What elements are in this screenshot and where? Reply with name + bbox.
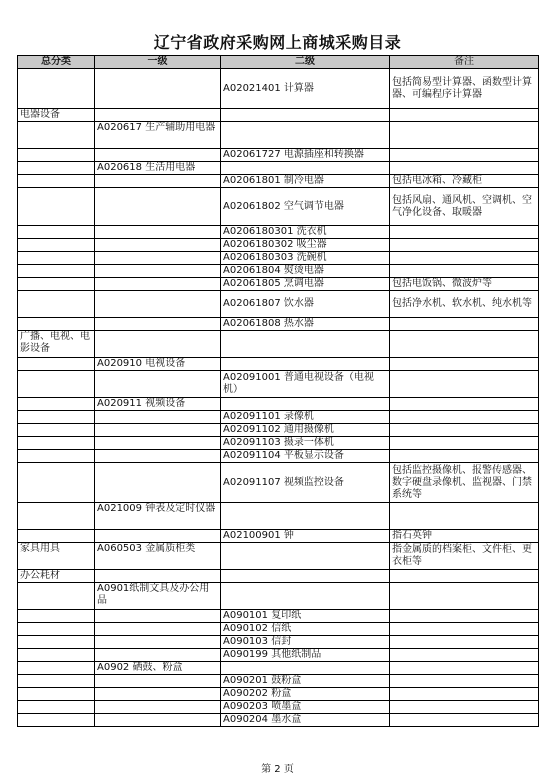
level-1-cell: A020910 电视设备 xyxy=(95,358,221,371)
remarks-cell xyxy=(390,398,539,411)
level-1-cell xyxy=(95,371,221,398)
level-2-cell: A02091101 录像机 xyxy=(221,411,390,424)
remarks-cell xyxy=(390,675,539,688)
level-1-cell xyxy=(95,437,221,450)
remarks-cell xyxy=(390,318,539,331)
table-row xyxy=(18,662,539,675)
header-remarks: 备注 xyxy=(390,56,539,69)
table-row xyxy=(18,701,539,714)
category-cell xyxy=(18,623,95,636)
level-1-cell xyxy=(95,265,221,278)
catalog-table xyxy=(17,55,539,727)
level-1-cell xyxy=(95,239,221,252)
category-cell xyxy=(18,162,95,175)
table-row xyxy=(18,265,539,278)
level-2-cell xyxy=(221,662,390,675)
table-row xyxy=(18,530,539,543)
remarks-cell: 包括电冰箱、冷藏柜 xyxy=(390,175,539,188)
level-1-cell xyxy=(95,69,221,109)
level-1-cell xyxy=(95,188,221,226)
level-1-cell xyxy=(95,530,221,543)
category-cell xyxy=(18,318,95,331)
remarks-cell: 包括净水机、软水机、纯水机等 xyxy=(390,291,539,318)
remarks-cell: 包括风扇、通风机、空调机、空气净化设备、取暖器 xyxy=(390,188,539,226)
category-cell xyxy=(18,252,95,265)
table-row xyxy=(18,226,539,239)
level-2-cell xyxy=(221,331,390,358)
remarks-cell xyxy=(390,649,539,662)
level-2-cell: A090202 粉盒 xyxy=(221,688,390,701)
category-cell: 电器设备 xyxy=(18,109,95,122)
table-row xyxy=(18,675,539,688)
level-1-cell xyxy=(95,226,221,239)
level-1-cell xyxy=(95,149,221,162)
table-row xyxy=(18,109,539,122)
header-level-2: 二级 xyxy=(221,56,390,69)
level-1-cell xyxy=(95,318,221,331)
level-2-cell xyxy=(221,503,390,530)
level-2-cell: A090203 喷墨盒 xyxy=(221,701,390,714)
remarks-cell: 包括简易型计算器、函数型计算器、可编程序计算器 xyxy=(390,69,539,109)
level-1-cell xyxy=(95,714,221,727)
level-2-cell: A02061807 饮水器 xyxy=(221,291,390,318)
level-2-cell: A090103 信封 xyxy=(221,636,390,649)
remarks-cell xyxy=(390,122,539,149)
table-row xyxy=(18,239,539,252)
level-1-cell xyxy=(95,109,221,122)
remarks-cell xyxy=(390,623,539,636)
level-2-cell xyxy=(221,570,390,583)
category-cell xyxy=(18,149,95,162)
remarks-cell xyxy=(390,162,539,175)
category-cell xyxy=(18,122,95,149)
level-2-cell xyxy=(221,583,390,610)
level-1-cell xyxy=(95,570,221,583)
level-1-cell xyxy=(95,278,221,291)
category-cell xyxy=(18,278,95,291)
level-2-cell: A02091001 普通电视设备（电视机） xyxy=(221,371,390,398)
table-row xyxy=(18,358,539,371)
category-cell: 广播、电视、电影设备 xyxy=(18,331,95,358)
level-2-cell xyxy=(221,358,390,371)
table-row xyxy=(18,714,539,727)
table-row xyxy=(18,503,539,530)
level-1-cell xyxy=(95,636,221,649)
level-1-cell: A021009 钟表及定时仪器 xyxy=(95,503,221,530)
table-row xyxy=(18,543,539,570)
category-cell: 家具用具 xyxy=(18,543,95,570)
level-2-cell xyxy=(221,162,390,175)
table-row xyxy=(18,649,539,662)
level-1-cell: A0901纸制文具及办公用品 xyxy=(95,583,221,610)
category-cell xyxy=(18,437,95,450)
level-2-cell: A090102 信纸 xyxy=(221,623,390,636)
level-2-cell: A02061802 空气调节电器 xyxy=(221,188,390,226)
remarks-cell xyxy=(390,149,539,162)
level-2-cell: A0206180301 洗衣机 xyxy=(221,226,390,239)
category-cell xyxy=(18,424,95,437)
category-cell xyxy=(18,226,95,239)
page-number: 第 2 页 xyxy=(261,764,294,775)
remarks-cell: 包括电饭锅、微波炉等 xyxy=(390,278,539,291)
level-1-cell xyxy=(95,424,221,437)
level-2-cell: A02061727 电源插座和转换器 xyxy=(221,149,390,162)
level-2-cell: A02061805 烹调电器 xyxy=(221,278,390,291)
level-1-cell: A060503 金属质柜类 xyxy=(95,543,221,570)
category-cell xyxy=(18,398,95,411)
table-row xyxy=(18,610,539,623)
table-row xyxy=(18,252,539,265)
remarks-cell xyxy=(390,610,539,623)
level-2-cell xyxy=(221,543,390,570)
level-1-cell xyxy=(95,411,221,424)
level-2-cell: A090204 墨水盒 xyxy=(221,714,390,727)
remarks-cell xyxy=(390,714,539,727)
category-cell xyxy=(18,662,95,675)
category-cell xyxy=(18,188,95,226)
level-2-cell: A0206180302 吸尘器 xyxy=(221,239,390,252)
level-1-cell xyxy=(95,675,221,688)
table-row xyxy=(18,688,539,701)
table-row xyxy=(18,278,539,291)
remarks-cell xyxy=(390,688,539,701)
level-1-cell xyxy=(95,252,221,265)
level-2-cell: A02061804 熨烫电器 xyxy=(221,265,390,278)
level-1-cell xyxy=(95,688,221,701)
table-row xyxy=(18,570,539,583)
category-cell xyxy=(18,636,95,649)
level-1-cell xyxy=(95,623,221,636)
table-row xyxy=(18,450,539,463)
table-row xyxy=(18,318,539,331)
category-cell xyxy=(18,239,95,252)
remarks-cell xyxy=(390,109,539,122)
table-row xyxy=(18,175,539,188)
level-2-cell xyxy=(221,398,390,411)
level-1-cell: A020617 生产辅助用电器 xyxy=(95,122,221,149)
remarks-cell xyxy=(390,583,539,610)
category-cell xyxy=(18,463,95,503)
category-cell xyxy=(18,371,95,398)
category-cell xyxy=(18,69,95,109)
remarks-cell xyxy=(390,636,539,649)
table-row xyxy=(18,291,539,318)
level-2-cell: A090199 其他纸制品 xyxy=(221,649,390,662)
level-1-cell: A0902 硒鼓、粉盒 xyxy=(95,662,221,675)
category-cell xyxy=(18,583,95,610)
level-2-cell: A02091107 视频监控设备 xyxy=(221,463,390,503)
header-category: 总分类 xyxy=(18,56,95,69)
level-2-cell: A02091103 摄录一体机 xyxy=(221,437,390,450)
table-row xyxy=(18,188,539,226)
page-title: 辽宁省政府采购网上商城采购目录 xyxy=(153,33,402,52)
table-row xyxy=(18,69,539,109)
level-2-cell: A090201 鼓粉盒 xyxy=(221,675,390,688)
level-1-cell xyxy=(95,701,221,714)
remarks-cell xyxy=(390,411,539,424)
table-row xyxy=(18,149,539,162)
category-cell xyxy=(18,610,95,623)
level-1-cell xyxy=(95,175,221,188)
table-row xyxy=(18,437,539,450)
table-row xyxy=(18,331,539,358)
remarks-cell: 指金属质的档案柜、文件柜、更衣柜等 xyxy=(390,543,539,570)
level-1-cell: A020911 视频设备 xyxy=(95,398,221,411)
remarks-cell: 指石英钟 xyxy=(390,530,539,543)
level-2-cell xyxy=(221,109,390,122)
table-row xyxy=(18,371,539,398)
level-2-cell: A02091104 平板显示设备 xyxy=(221,450,390,463)
level-1-cell: A020618 生活用电器 xyxy=(95,162,221,175)
level-1-cell xyxy=(95,331,221,358)
category-cell xyxy=(18,688,95,701)
remarks-cell xyxy=(390,450,539,463)
level-2-cell: A02061808 热水器 xyxy=(221,318,390,331)
level-2-cell: A02021401 计算器 xyxy=(221,69,390,109)
remarks-cell: 包括监控摄像机、报警传感器、数字硬盘录像机、监视器、门禁系统等 xyxy=(390,463,539,503)
level-2-cell: A02091102 通用摄像机 xyxy=(221,424,390,437)
category-cell xyxy=(18,265,95,278)
level-2-cell: A0206180303 洗碗机 xyxy=(221,252,390,265)
table-body xyxy=(18,69,539,727)
category-cell: 办公耗材 xyxy=(18,570,95,583)
remarks-cell xyxy=(390,570,539,583)
remarks-cell xyxy=(390,331,539,358)
level-2-cell: A02100901 钟 xyxy=(221,530,390,543)
table-row xyxy=(18,424,539,437)
remarks-cell xyxy=(390,226,539,239)
remarks-cell xyxy=(390,701,539,714)
table-row xyxy=(18,583,539,610)
category-cell xyxy=(18,411,95,424)
level-2-cell: A090101 复印纸 xyxy=(221,610,390,623)
remarks-cell xyxy=(390,503,539,530)
remarks-cell xyxy=(390,239,539,252)
level-1-cell xyxy=(95,450,221,463)
table-row xyxy=(18,636,539,649)
remarks-cell xyxy=(390,662,539,675)
table-row xyxy=(18,411,539,424)
table-row xyxy=(18,463,539,503)
level-2-cell: A02061801 制冷电器 xyxy=(221,175,390,188)
category-cell xyxy=(18,450,95,463)
remarks-cell xyxy=(390,424,539,437)
header-level-1: 一级 xyxy=(95,56,221,69)
remarks-cell xyxy=(390,371,539,398)
remarks-cell xyxy=(390,437,539,450)
level-2-cell xyxy=(221,122,390,149)
category-cell xyxy=(18,675,95,688)
category-cell xyxy=(18,175,95,188)
table-row xyxy=(18,623,539,636)
table-row xyxy=(18,122,539,149)
level-1-cell xyxy=(95,610,221,623)
remarks-cell xyxy=(390,252,539,265)
category-cell xyxy=(18,358,95,371)
remarks-cell xyxy=(390,358,539,371)
level-1-cell xyxy=(95,291,221,318)
category-cell xyxy=(18,503,95,530)
level-1-cell xyxy=(95,649,221,662)
table-row xyxy=(18,398,539,411)
level-1-cell xyxy=(95,463,221,503)
category-cell xyxy=(18,530,95,543)
category-cell xyxy=(18,714,95,727)
category-cell xyxy=(18,701,95,714)
category-cell xyxy=(18,291,95,318)
table-row xyxy=(18,162,539,175)
remarks-cell xyxy=(390,265,539,278)
category-cell xyxy=(18,649,95,662)
table-header-row xyxy=(18,56,539,69)
